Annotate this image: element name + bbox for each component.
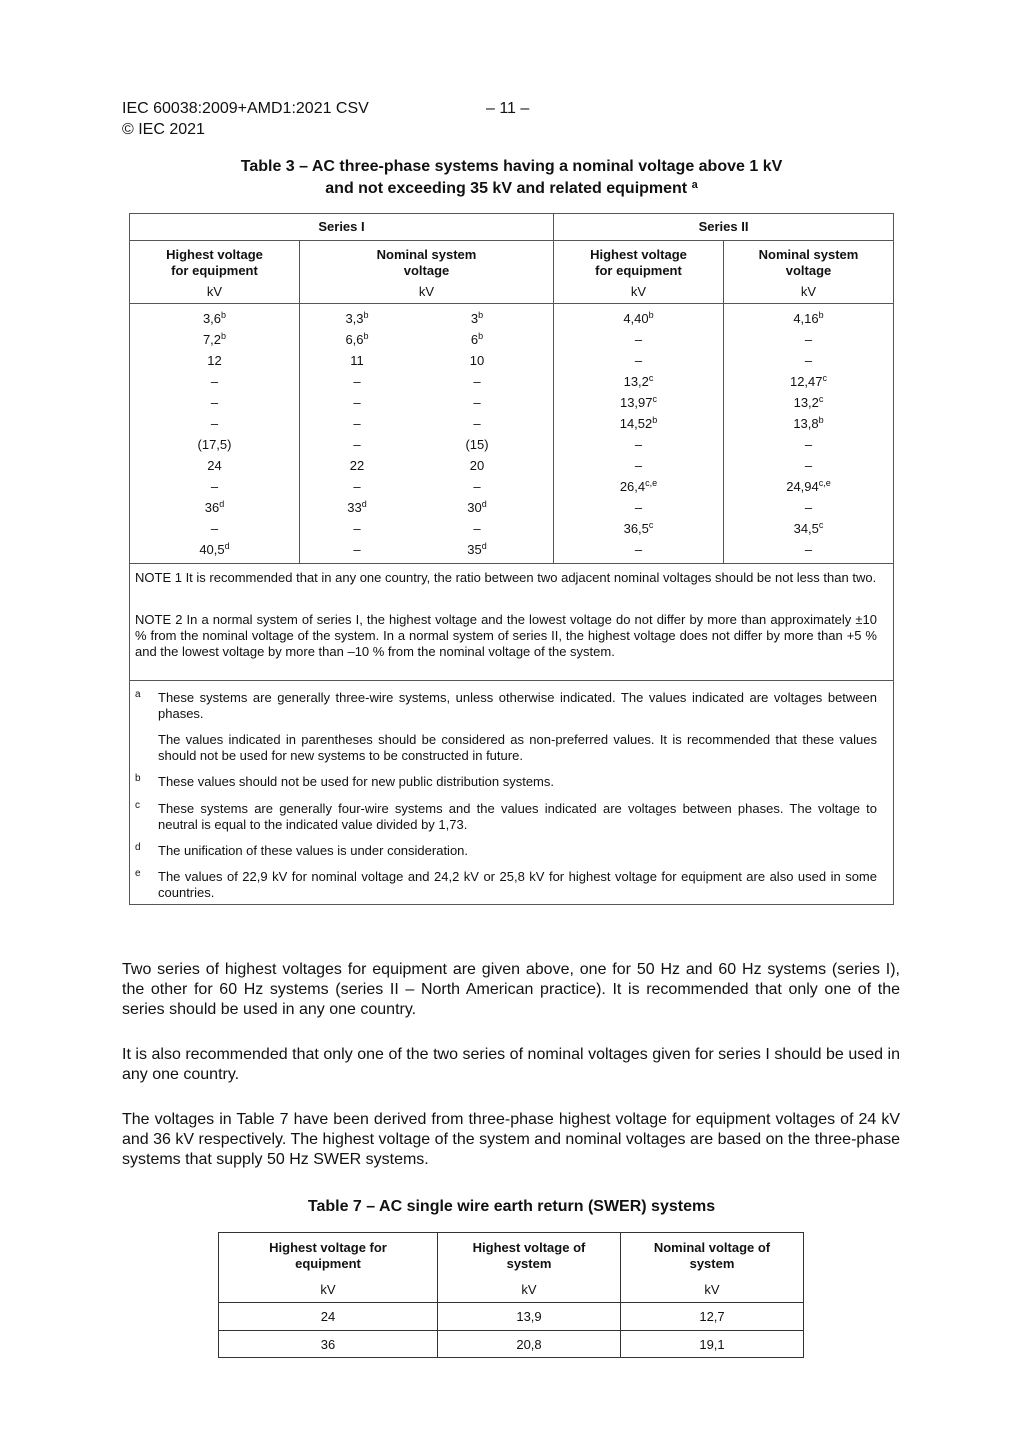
table-cell: 40,5$^d$ [199,541,230,557]
table-cell: 13,2$^c$ [623,373,654,389]
table-cell: – [473,416,481,431]
t7-col1-header: Highest voltage for equipment [269,1240,387,1271]
table-cell: – [804,437,813,452]
col2-header-line2: voltage [403,263,450,278]
table7-caption: Table 7 – AC single wire earth return (SWER) systems [307,1198,716,1215]
footnote-a-continued [135,732,877,764]
note-2: NOTE 2 In a normal system of series I, the highest voltage and the lowest voltage do not differ by more than approximately ±10 % from the nominal voltage of the system. In a normal system of series II, the highest voltage does not differ by more than +5 % and the lowest voltage by more than –10 % from the nominal voltage of the system. [135,612,877,659]
table-cell: – [634,542,643,557]
table-cell: 6$^b$ [470,331,484,347]
note-1: NOTE 1 It is recommended that in any one country, the ratio between two adjacent nominal voltages should be not less than two. [135,570,877,585]
t7-col3-header: Nominal voltage of system [653,1240,771,1271]
footnote-b-mark: b [135,773,141,784]
table-cell: (15) [465,437,489,452]
table-cell: 33$^d$ [347,499,367,515]
table-cell: 4,40$^b$ [623,310,654,326]
table-cell: – [353,416,361,431]
footnote-c-text: These systems are generally four-wire systems and the values indicated are voltages between phases. The voltage to neutral is equal to the indicated value divided by 1,73. [158,801,877,832]
table-cell: 11 [350,353,364,368]
footnote-b [135,774,877,790]
table-cell: 13,2$^c$ [793,394,824,410]
col1-unit: kV [206,284,223,299]
page-number: – 11 – [486,100,530,117]
table-cell: – [210,479,219,494]
footnote-a-text: These systems are generally three-wire systems, unless otherwise indicated. The values indicated are voltages between phases. [158,690,877,721]
col3-header-line1: Highest voltage [590,247,687,262]
footnote-e-mark: e [135,868,141,879]
table-cell: 22 [349,458,365,473]
paragraph-2: It is also recommended that only one of the two series of nominal voltages given for series I should be used in any one country. [122,1046,900,1083]
table-cell: – [353,395,361,410]
footnote-a-text2: The values indicated in parentheses should be considered as non-preferred values. It is recommended that these values should not be used for new systems to be constructed in future. [158,732,877,763]
table-cell: 13,97$^c$ [619,394,658,410]
footnote-d-mark: d [135,842,141,853]
table-cell: 35$^d$ [467,541,487,557]
col4-header-line2: voltage [785,263,832,278]
table-cell: – [210,374,219,389]
caption-footnote-mark: a [691,179,698,191]
table-cell: – [353,521,361,536]
copyright: © IEC 2021 [122,121,205,138]
footnote-c-mark: c [135,800,140,811]
col2-header-line1: Nominal system [376,247,477,262]
paragraph-3: The voltages in Table 7 have been derived from three-phase highest voltage for equipment voltages of 24 kV and 36 kV respectively. The highest voltage of the system and nominal voltages are based on the three-phase systems that supply 50 Hz SWER systems. [122,1111,900,1168]
footnote-b-text: These values should not be used for new public distribution systems. [158,774,554,789]
table-row [130,434,893,455]
table-cell: – [804,353,813,368]
col3-unit: kV [630,284,647,299]
table-cell: – [634,353,643,368]
table-cell: 19,1 [699,1337,725,1352]
table-cell: 7,2$^b$ [202,331,227,347]
table-cell: 3$^b$ [470,310,484,326]
table-row [130,371,893,392]
footnote-d-text: The unification of these values is under consideration. [158,843,469,858]
table-cell: 26,4$^{c,e}$ [619,478,658,494]
table-row [130,392,893,413]
table-cell: 24,94$^{c,e}$ [786,478,831,494]
table-cell: – [353,479,361,494]
col2-unit: kV [418,284,435,299]
table-cell: 10 [469,353,485,368]
table-row [130,308,893,329]
table-cell: – [804,542,813,557]
t7-col2-unit: kV [521,1282,537,1297]
table-cell: 36 [320,1337,336,1352]
table-cell: – [473,374,481,389]
table-cell: 4,16$^b$ [793,310,824,326]
table-cell: 36$^d$ [204,499,225,515]
table-row [130,455,893,476]
table-cell: 34,5$^c$ [793,520,824,536]
table-cell: 36,5$^c$ [623,520,654,536]
footnote-d [135,843,877,859]
table-row [130,329,893,350]
t7-col1-unit: kV [320,1282,336,1297]
table-row [130,476,893,497]
table-row [130,518,893,539]
footnote-e-text: The values of 22,9 kV for nominal voltage and 24,2 kV or 25,8 kV for highest voltage for equipment are also used in some countries. [158,869,877,900]
table-cell: – [353,374,361,389]
table-row [130,350,893,371]
t7-col3-unit: kV [704,1282,720,1297]
table-cell: 30$^d$ [467,499,487,515]
table-cell: – [634,332,643,347]
col4-header-line1: Nominal system [758,247,859,262]
table3-caption-line1: Table 3 – AC three-phase systems having a nominal voltage above 1 kV [240,158,783,175]
table-cell: 13,8$^b$ [793,415,824,431]
table-cell: 20,8 [516,1337,542,1352]
col3-header-line2: for equipment [595,263,682,278]
table-row [130,539,893,560]
table-cell: (17,5) [197,437,232,452]
table-row [130,497,893,518]
table-cell: – [210,416,219,431]
table-cell: – [804,458,813,473]
table-cell: – [210,521,219,536]
table-cell: 6,6$^b$ [345,331,369,347]
table-cell: – [634,458,643,473]
series-2-header: Series II [698,219,749,234]
table-cell: – [473,479,481,494]
table-cell: 13,9 [516,1309,542,1324]
table3 [129,213,894,905]
footnote-e [135,869,877,901]
table-cell: – [353,437,361,452]
table-cell: 24 [207,458,222,473]
table-cell: – [473,521,481,536]
footnote-c [135,801,877,833]
table-cell: – [634,437,643,452]
table-cell: 20 [469,458,485,473]
paragraph-1: Two series of highest voltages for equipment are given above, one for 50 Hz and 60 Hz systems (series I), the other for 60 Hz systems (series II – North American practice). It is recommended that only one of the series should be used in any one country. [122,961,900,1018]
table-cell: – [804,500,813,515]
table-cell: 12,7 [699,1309,725,1324]
table7 [218,1232,804,1358]
table-cell: – [634,500,643,515]
col4-unit: kV [800,284,817,299]
table-row [130,413,893,434]
series-1-header: Series I [318,219,365,234]
table-cell: 3,6$^b$ [202,310,227,326]
table-cell: – [804,332,813,347]
table-cell: 3,3$^b$ [345,310,369,326]
table-cell: – [353,542,361,557]
table-cell: 24 [320,1309,336,1324]
col1-header-line2: for equipment [171,263,258,278]
table3-caption-line2: and not exceeding 35 kV and related equipment $^a$ [325,179,698,197]
t7-col2-header: Highest voltage of system [472,1240,586,1271]
document-id: IEC 60038:2009+AMD1:2021 CSV [122,100,369,117]
table-cell: 12,47$^c$ [789,373,828,389]
table-cell: 14,52$^b$ [619,415,658,431]
table-cell: – [473,395,481,410]
table-cell: – [210,395,219,410]
footnote-a [135,690,877,722]
footnote-a-mark: a [135,689,141,700]
col1-header-line1: Highest voltage [166,247,263,262]
table-cell: 12 [207,353,222,368]
